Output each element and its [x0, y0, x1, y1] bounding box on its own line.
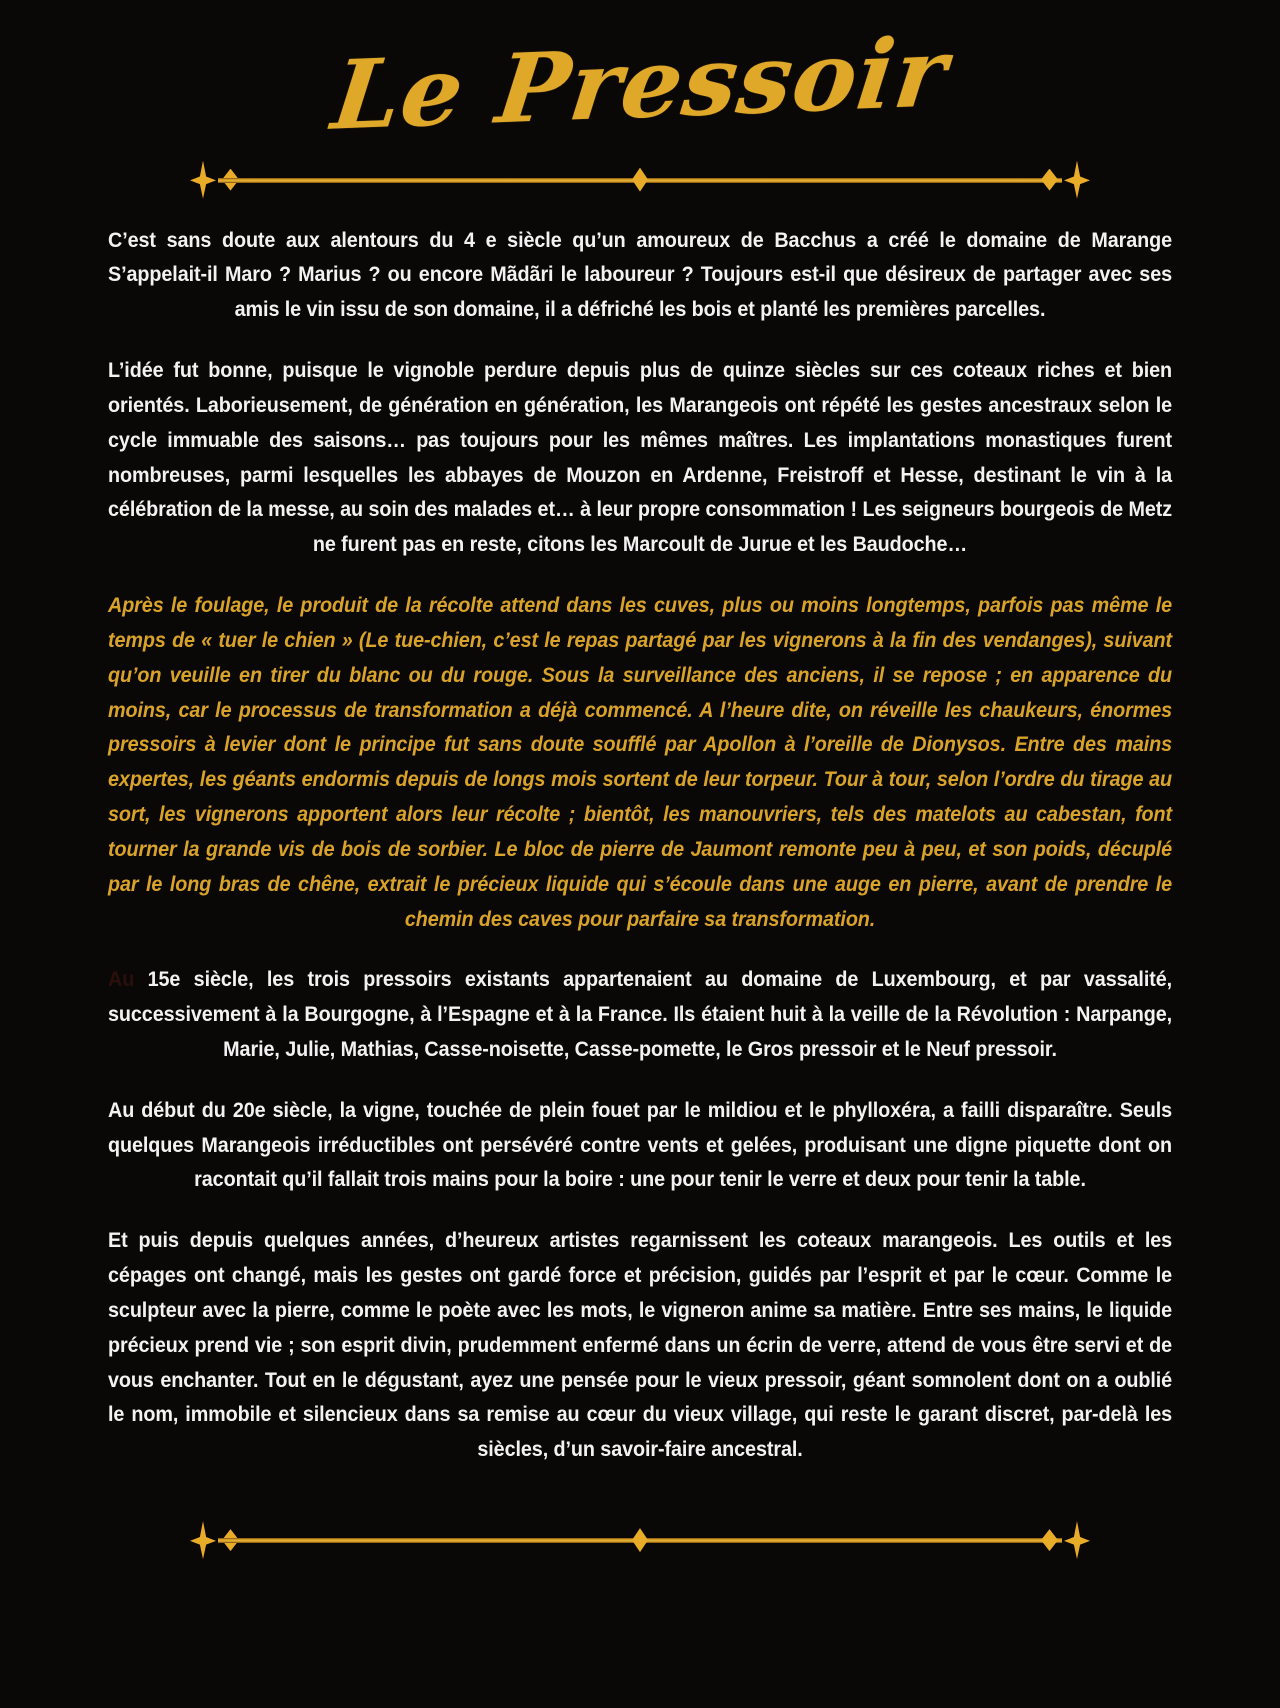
ornamental-divider-top	[190, 159, 1090, 199]
paragraph-15th-century	[108, 962, 1172, 1066]
sparkle-star-icon	[190, 161, 216, 199]
bottom-spacer	[0, 1559, 1280, 1611]
paragraph-origins: C’est sans doute aux alentours du 4 e siècle qu’un amoureux de Bacchus a créé le domaine de Marange S’appelait-il Maro ? Marius ? ou encore Mãdãri le laboureur ? Toujours est-il que désireux de partager avec ses amis le vin issu de son domaine, il a défriché les bois et planté les premières parcelles.	[108, 227, 1173, 322]
sparkle-star-icon	[1064, 161, 1090, 199]
paragraph-20th-century: Au début du 20e siècle, la vigne, touchée de plein fouet par le mildiou et le phylloxéra, a failli disparaître. Seuls quelques Marangeois irréductibles ont persévéré contre vents et gelées, produisant une digne piquette dont on racontait qu’il fallait trois mains pour la boire : une pour tenir le verre et deux pour tenir la table.	[108, 1097, 1173, 1192]
page-title: Le Pressoir	[326, 17, 954, 152]
ornamental-divider-bottom	[190, 1519, 1090, 1559]
diamond-dot-icon	[1041, 1529, 1058, 1551]
paragraph-modern-revival: Et puis depuis quelques années, d’heureux artistes regarnissent les coteaux marangeois. Les outils et les cépages ont changé, mais les gestes ont gardé force et précision, guidés par l’esprit et par le cœur. Comme le sculpteur avec la pierre, comme le poète avec les mots, le vigneron anime sa matière. Entre ses mains, le liquide précieux prend vie ; son esprit divin, prudemment enfermé dans un écrin de verre, attend de vous être servi et de vous enchanter. Tout en le dégustant, ayez une pensée pour le vieux pressoir, géant somnolent dont on a oublié le nom, immobile et silencieux dans sa remise au cœur du vieux village, qui reste le garant discret, par-delà les siècles, d’un savoir-faire ancestral.	[108, 1228, 1173, 1462]
article-body	[108, 199, 1172, 1468]
sparkle-star-icon	[1064, 1521, 1090, 1559]
sparkle-star-icon	[190, 1521, 216, 1559]
diamond-dot-icon	[1041, 169, 1058, 191]
paragraph-hidden-prefix: Au	[108, 967, 135, 992]
paragraph-pressing-process: Après le foulage, le produit de la récolte attend dans les cuves, plus ou moins longtemps, parfois pas même le temps de « tuer le chien » (Le tue-chien, c’est le repas partagé par les vignerons à la fin des vendanges), suivant qu’on veuille en tirer du blanc ou du rouge. Sous la surveillance des anciens, il se repose ; en apparence du moins, car le processus de transformation a déjà commencé. A l’heure dite, on réveille les chaukeurs, énormes pressoirs à levier dont le principe fut sans doute soufflé par Apollon à l’oreille de Dionysos. Entre des mains expertes, les géants endormis depuis de longs mois sortent de leur torpeur. Tour à tour, selon l’ordre du tirage au sort, les vignerons apportent alors leur récolte ; bientôt, les manouvriers, tels des matelots au cabestan, font tourner la grande vis de bois de sorbier. Le bloc de pierre de Jaumont remonte peu à peu, et son poids, décuplé par le long bras de chêne, extrait le précieux liquide qui s’écoule dans une auge en pierre, avant de prendre le chemin des caves pour parfaire sa transformation.	[108, 593, 1173, 931]
paragraph-history: L’idée fut bonne, puisque le vignoble perdure depuis plus de quinze siècles sur ces coteaux riches et bien orientés. Laborieusement, de génération en génération, les Marangeois ont répété les gestes ancestraux selon le cycle immuable des saisons… pas toujours pour les mêmes maîtres. Les implantations monastiques furent nombreuses, parmi lesquelles les abbayes de Mouzon en Ardenne, Freistroff et Hesse, destinant le vin à la célébration de la messe, au soin des malades et… à leur propre consommation ! Les seigneurs bourgeois de Metz ne furent pas en reste, citons les Marcoult de Jurue et les Baudoche…	[108, 358, 1173, 557]
diamond-dot-center-icon	[632, 1528, 648, 1552]
title-container	[0, 0, 1280, 152]
paragraph-15th-century-text: 15e siècle, les trois pressoirs existants appartenaient au domaine de Luxembourg, et par vassalité, successivement à la Bourgogne, à l’Espagne et à la France. Ils étaient huit à la veille de la Révolution : Narpange, Marie, Julie, Mathias, Casse-noisette, Casse-pomette, le Gros pressoir et le Neuf pressoir.	[108, 967, 1173, 1061]
diamond-dot-center-icon	[632, 168, 648, 192]
